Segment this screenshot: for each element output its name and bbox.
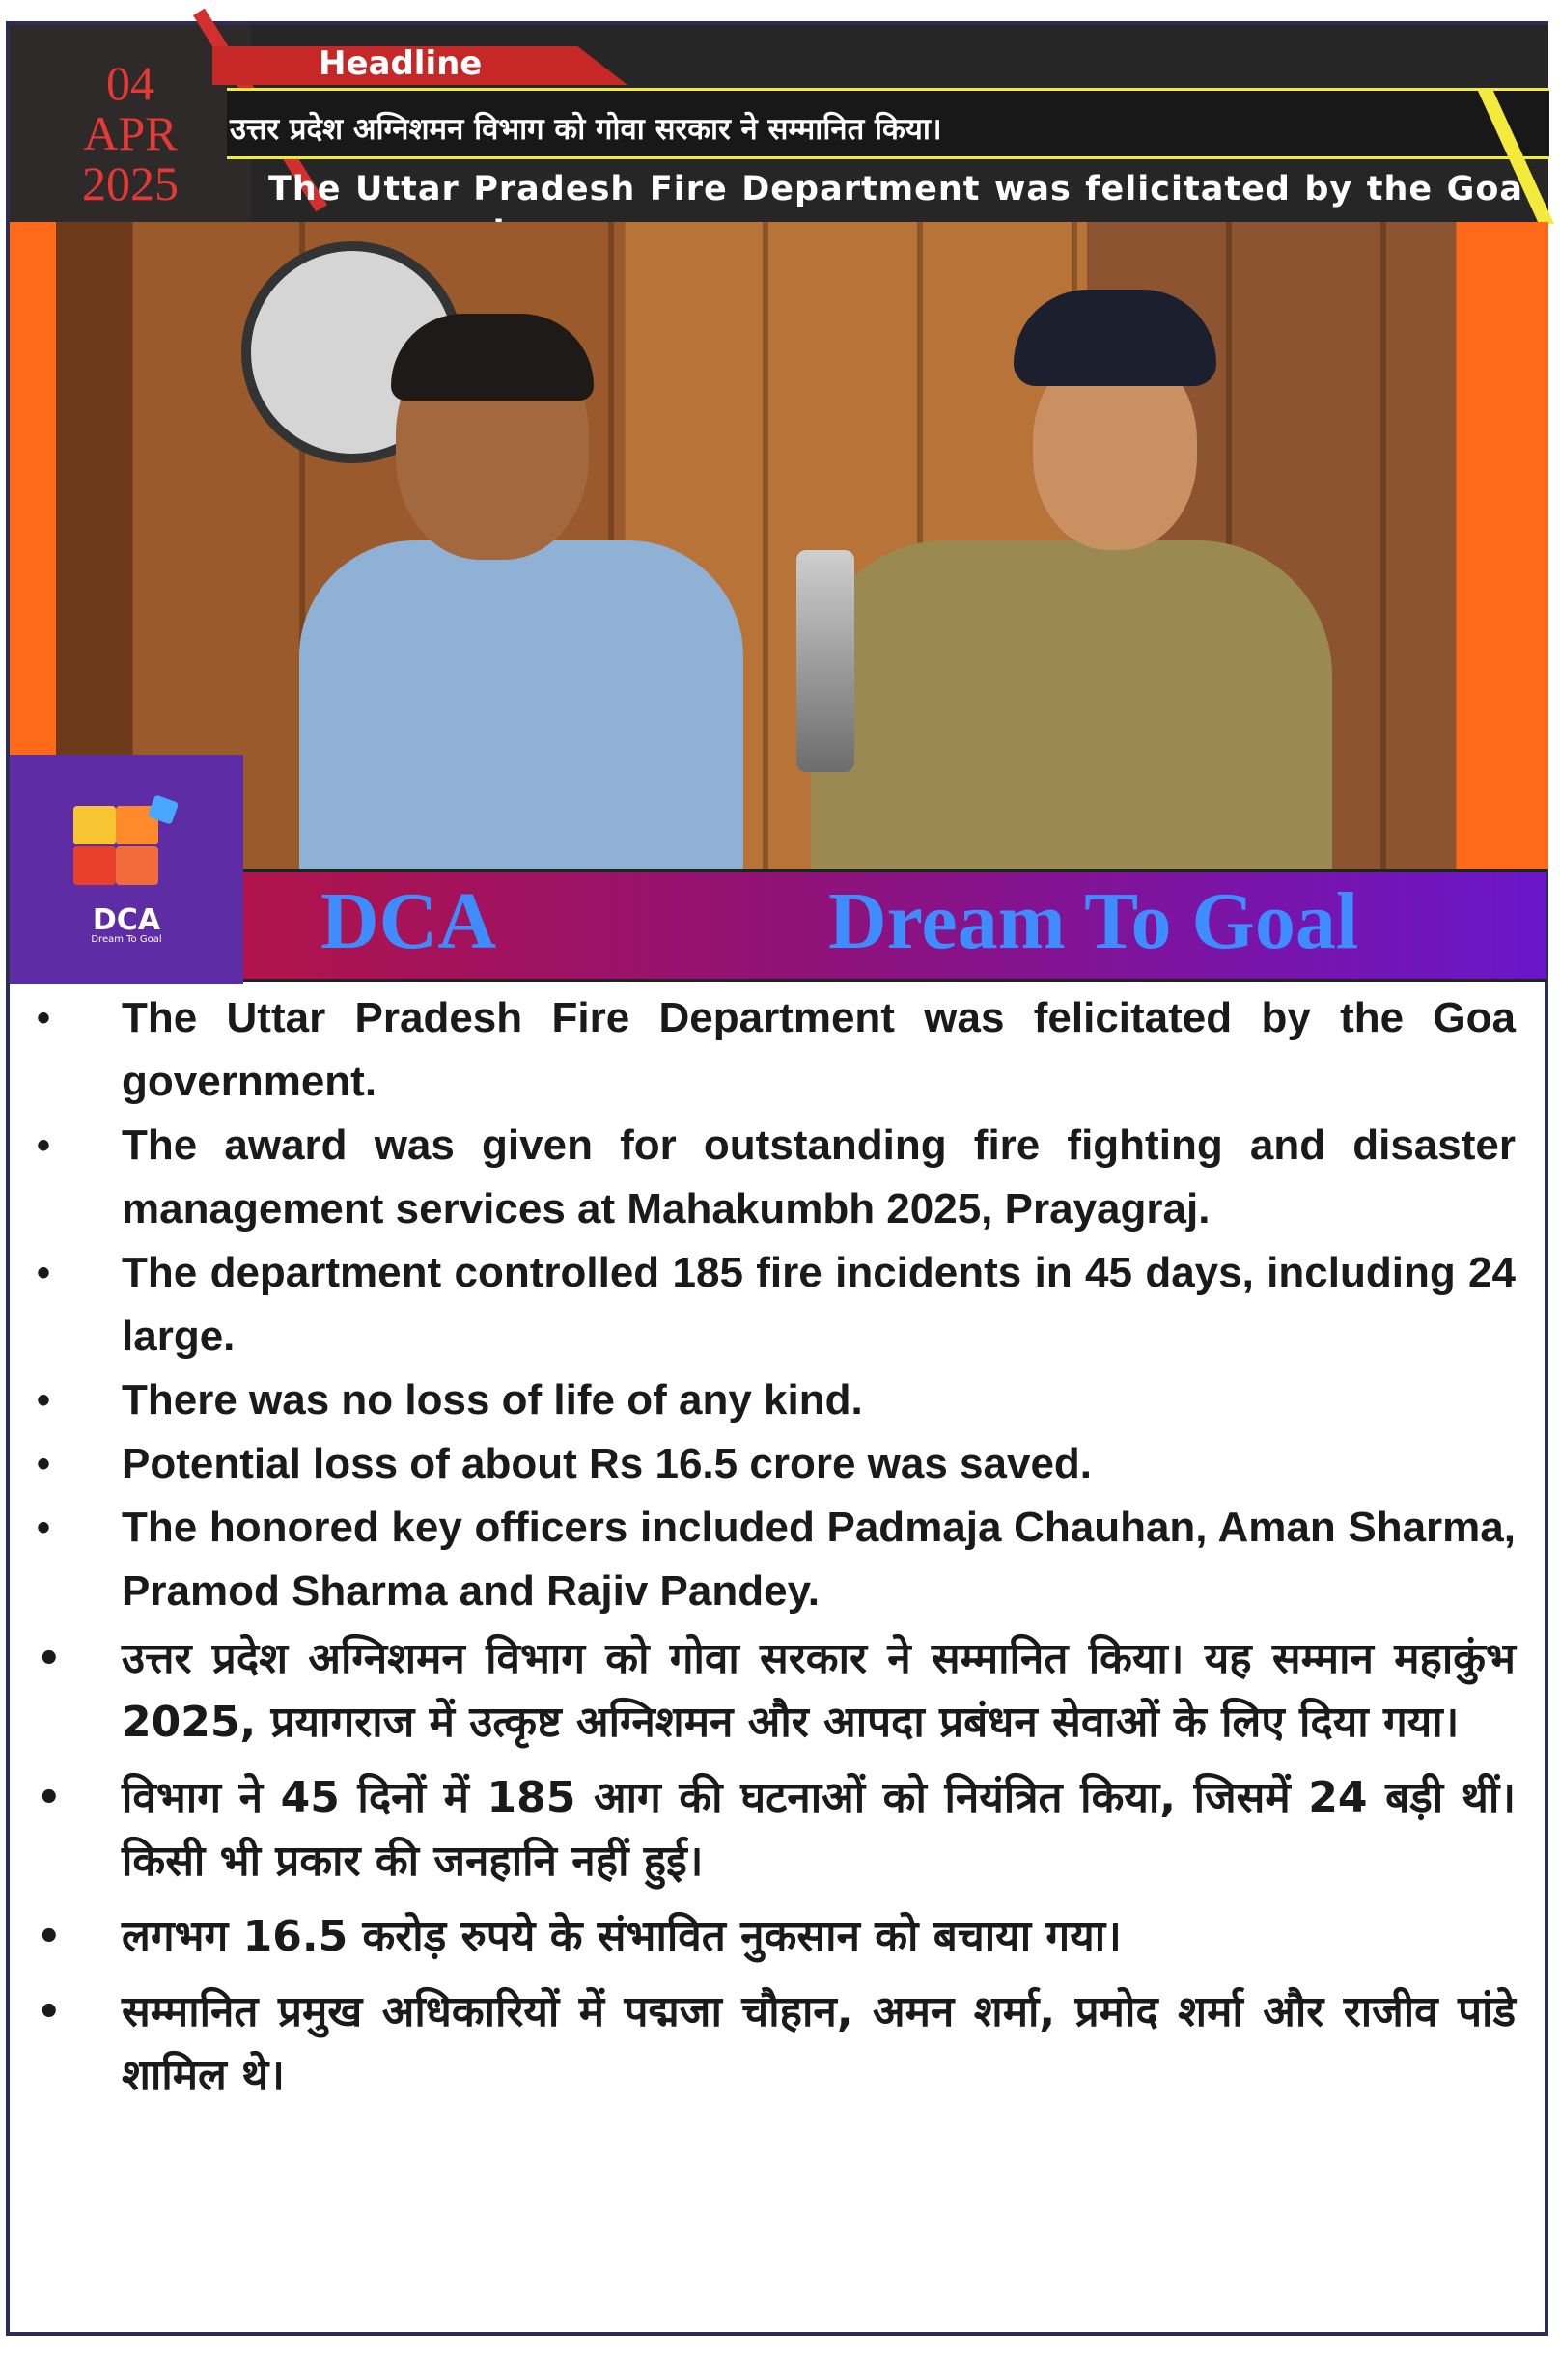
bullet-item: • The honored key officers included Padmaja Chauhan, Aman Sharma, Pramod Sharma and Rajiv Pandey.: [29, 1496, 1516, 1623]
person-left-hair: [391, 314, 594, 401]
person-right: [811, 540, 1332, 888]
bullet-item-hindi: • विभाग ने 45 दिनों में 185 आग की घटनाओं को नियंत्रित किया, जिसमें 24 बड़ी थीं। किसी भी प्रकार की जनहानि नहीं हुई।: [29, 1766, 1516, 1894]
banner-tagline: Dream To Goal: [828, 876, 1359, 966]
person-left: [299, 540, 743, 888]
headline-header: [10, 25, 1548, 222]
bullet-list: [29, 986, 1516, 2119]
banner-dca: DCA: [320, 876, 496, 966]
date-month: APR: [83, 106, 178, 160]
person-right-cap: [1014, 290, 1216, 386]
bullet-item: • The award was given for outstanding fire fighting and disaster management services at Mahakumbh 2025, Prayagraj.: [29, 1114, 1516, 1241]
date-day: 04: [106, 56, 154, 110]
bullet-item: • Potential loss of about Rs 16.5 crore was saved.: [29, 1432, 1516, 1496]
headline-label: Headline: [319, 44, 483, 83]
bullet-item-hindi: • सम्मानित प्रमुख अधिकारियों में पद्मजा चौहान, अमन शर्मा, प्रमोद शर्मा और राजीव पांडे शामिल थे।: [29, 1980, 1516, 2108]
bullet-item: • There was no loss of life of any kind.: [29, 1369, 1516, 1432]
logo-text: DCA: [92, 903, 161, 937]
bullet-item: • The department controlled 185 fire incidents in 45 days, including 24 large.: [29, 1241, 1516, 1369]
logo-tagline: Dream To Goal: [91, 934, 162, 945]
bullet-item-hindi: • उत्तर प्रदेश अग्निशमन विभाग को गोवा सरकार ने सम्मानित किया। यह सम्मान महाकुंभ 2025, प्रयागराज में उत्कृष्ट अग्निशमन और आपदा प्रबंधन सेवाओं के लिए दिया गया।: [29, 1627, 1516, 1755]
date-year: 2025: [82, 156, 179, 210]
puzzle-logo-icon: [68, 796, 183, 902]
bullet-item-hindi: • लगभग 16.5 करोड़ रुपये के संभावित नुकसान को बचाया गया।: [29, 1905, 1516, 1969]
headline-hindi: उत्तर प्रदेश अग्निशमन विभाग को गोवा सरकार ने सम्मानित किया।: [230, 112, 942, 147]
trophy: [796, 550, 854, 772]
bullet-item: • The Uttar Pradesh Fire Department was felicitated by the Goa government.: [29, 986, 1516, 1114]
headline-english: The Uttar Pradesh Fire Department was felicitated by the Goa: [268, 170, 1523, 208]
